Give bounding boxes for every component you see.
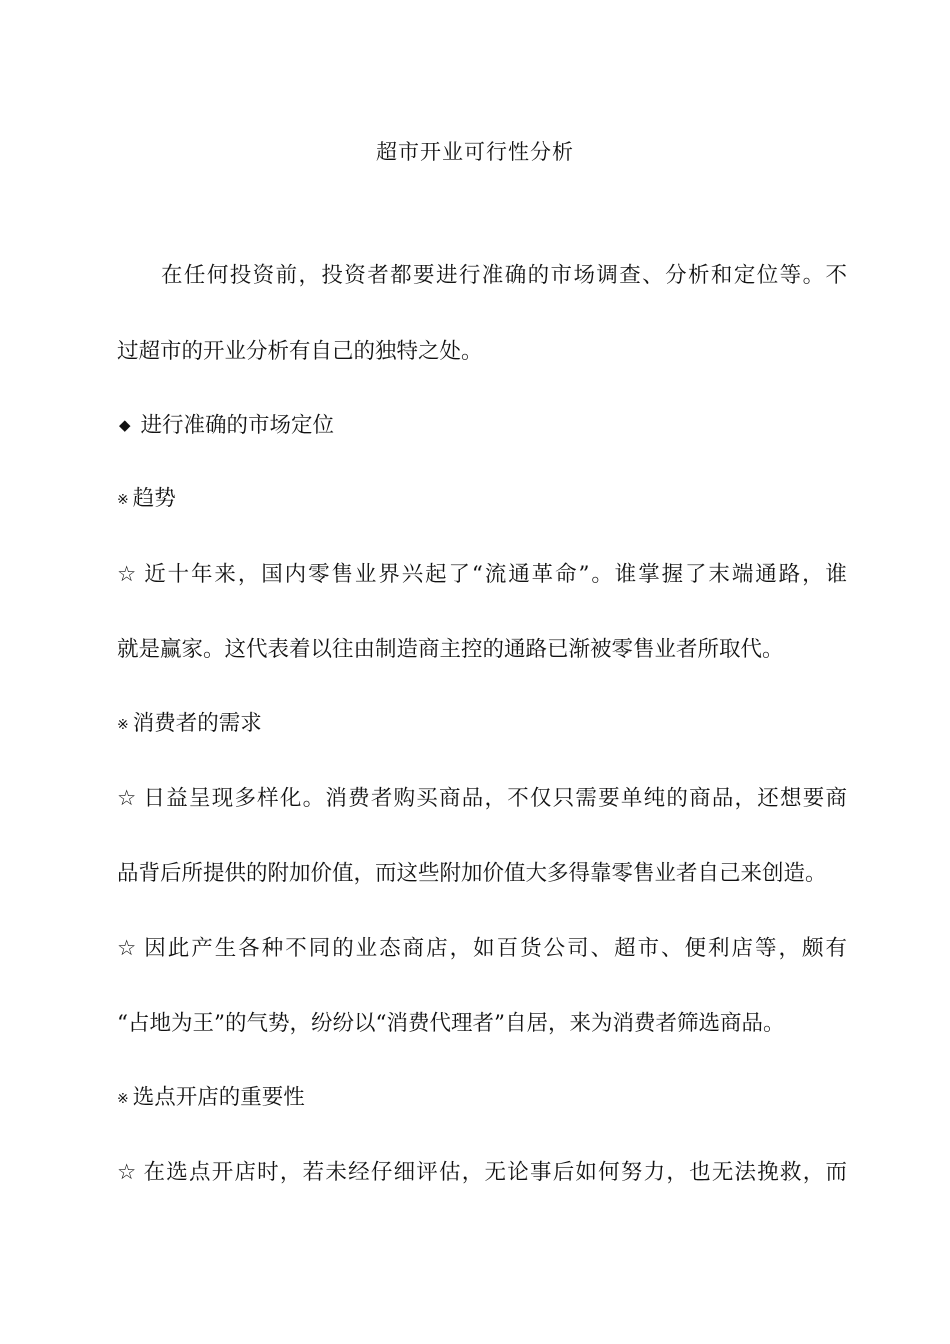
reference-mark-icon: ※: [117, 1091, 129, 1107]
star-bullet-icon: ☆: [117, 562, 137, 587]
section-heading-text: 进行准确的市场定位: [140, 413, 335, 438]
paragraph-line: [117, 632, 847, 668]
paragraph-line: [117, 258, 847, 294]
paragraph-text: 日益呈现多样化。消费者购买商品，不仅只需要单纯的商品，还想要商: [142, 786, 847, 811]
star-bullet-icon: ☆: [117, 786, 137, 811]
reference-mark-icon: ※: [117, 492, 129, 508]
paragraph-line: [117, 1155, 847, 1191]
diamond-bullet-icon: ◆: [119, 416, 131, 434]
paragraph-text: “占地为王”的气势，纷纷以“消费代理者”自居，来为消费者筛选商品。: [117, 1011, 785, 1036]
document-title: 超市开业可行性分析: [376, 140, 574, 164]
subheading-text: 趋势: [132, 486, 176, 511]
paragraph-text: 就是赢家。这代表着以往由制造商主控的通路已渐被零售业者所取代。: [117, 637, 784, 662]
paragraph-line: [117, 334, 847, 370]
section-heading: [117, 407, 847, 444]
paragraph-line: [117, 781, 847, 817]
paragraph-line: [117, 557, 847, 593]
subheading: [117, 1080, 847, 1117]
reference-mark-icon: ※: [117, 717, 129, 733]
subheading-text: 消费者的需求: [132, 711, 262, 736]
paragraph-text: 过超市的开业分析有自己的独特之处。: [117, 339, 483, 364]
paragraph-line: [117, 931, 847, 967]
paragraph-text: 在选点开店时，若未经仔细评估，无论事后如何努力，也无法挽救，而: [142, 1160, 847, 1185]
paragraph-text: 品背后所提供的附加价值，而这些附加价值大多得靠零售业者自己来创造。: [117, 861, 827, 886]
paragraph-text: 因此产生各种不同的业态商店，如百货公司、超市、便利店等，颇有: [142, 936, 847, 961]
star-bullet-icon: ☆: [117, 936, 137, 961]
star-bullet-icon: ☆: [117, 1160, 137, 1185]
paragraph-text: 近十年来，国内零售业界兴起了“流通革命”。谁掌握了末端通路，谁: [142, 562, 847, 587]
paragraph-line: [117, 1006, 847, 1042]
paragraph-line: [117, 856, 847, 892]
subheading: [117, 481, 847, 518]
subheading-text: 选点开店的重要性: [132, 1085, 305, 1110]
paragraph-text: 在任何投资前，投资者都要进行准确的市场调查、分析和定位等。不: [161, 263, 847, 288]
subheading: [117, 706, 847, 743]
